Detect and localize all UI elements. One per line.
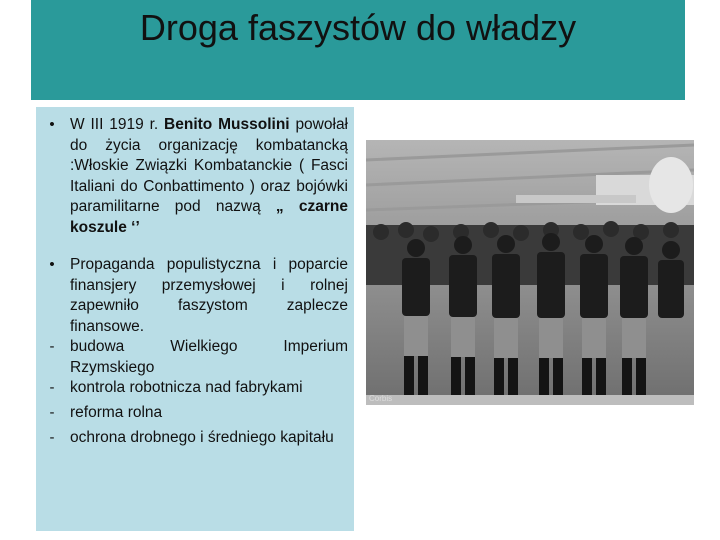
text-span: ochrona drobnego i średniego kapitału xyxy=(70,429,334,446)
text-span: budowa Wielkiego Imperium Rzymskiego xyxy=(70,338,348,376)
list-item-text xyxy=(70,115,348,238)
list-item-text xyxy=(70,403,348,424)
text-span: reforma rolna xyxy=(70,404,163,421)
historical-photo xyxy=(366,140,694,405)
content-box xyxy=(36,107,354,531)
photo-credit: Corbis xyxy=(369,394,393,403)
text-span-bold: Benito Mussolini xyxy=(164,116,290,133)
list-item-text xyxy=(70,337,348,378)
text-span: powołał do życia organizację kombatancką :Włoskie Związki Kombatanckie ( Fasci Italiani do Conbattimento ) oraz bojówki paramilitarne pod nazwą xyxy=(70,116,349,215)
dash-marker: - xyxy=(49,429,55,446)
slide-title: Droga faszystów do władzy xyxy=(139,7,577,48)
text-span: kontrola robotnicza nad fabrykami xyxy=(70,379,303,396)
photo-illustration xyxy=(366,140,694,405)
dash-marker: - xyxy=(49,404,55,421)
text-span: Propaganda populistyczna i poparcie finansjery przemysłowej i rolnej zapewniło faszystom zaplecze finansowe. xyxy=(70,256,348,335)
text-span: W III 1919 r. xyxy=(70,116,165,133)
bullet-marker: • xyxy=(49,116,55,133)
list-item-text xyxy=(70,378,348,399)
text-span-bold: „ czarne koszule ‘’ xyxy=(70,198,348,236)
list-item-text xyxy=(70,255,348,337)
list-item-text xyxy=(70,428,348,449)
bullet-marker: • xyxy=(49,256,55,273)
dash-marker: - xyxy=(49,338,55,355)
dash-marker: - xyxy=(49,379,55,396)
title-bar xyxy=(31,0,685,100)
